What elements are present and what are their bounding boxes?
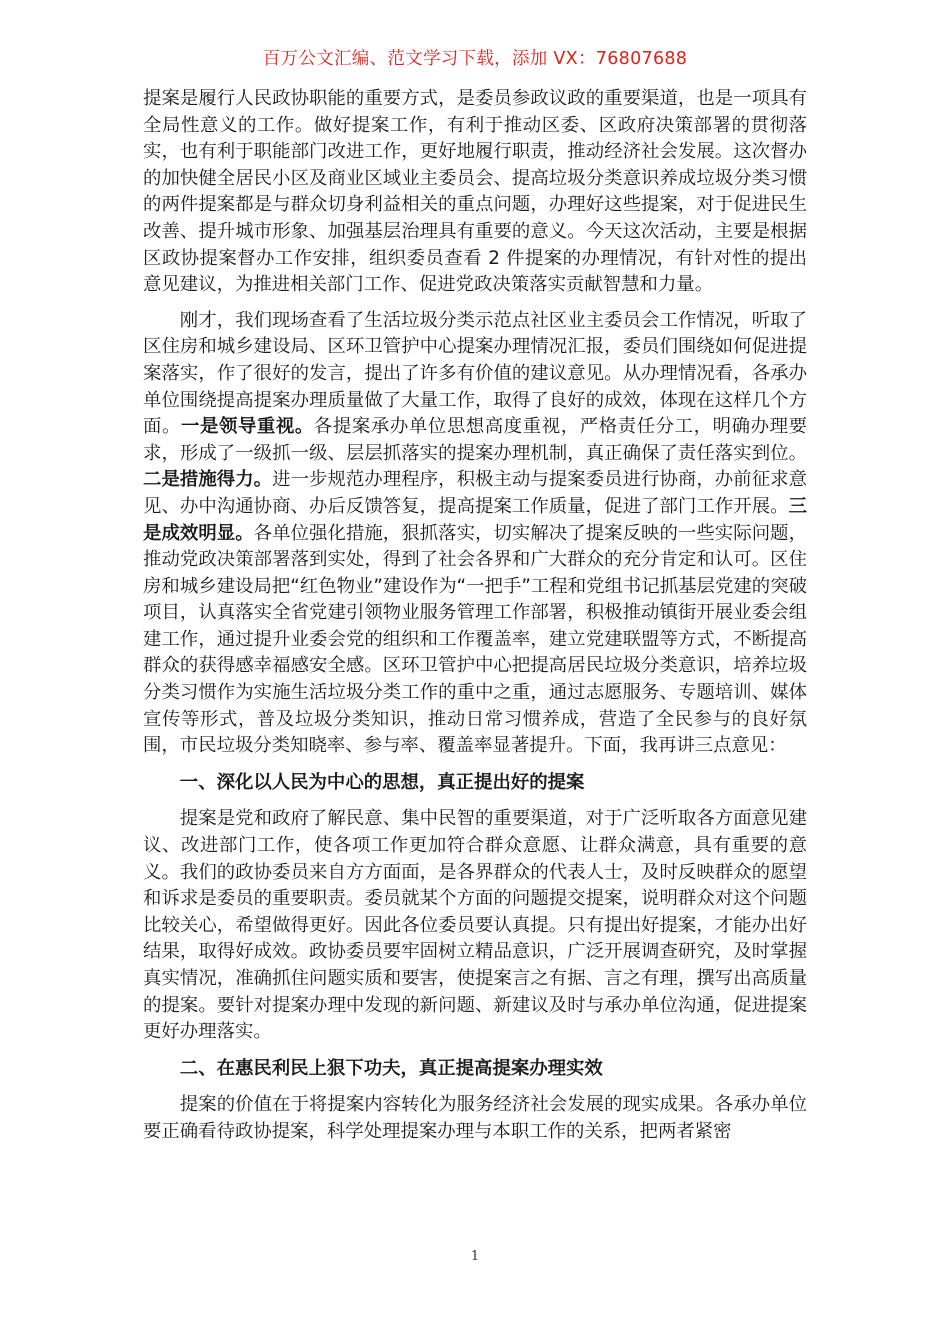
section-heading-1: 一、深化以人民为中心的思想，真正提出好的提案 — [179, 771, 585, 793]
paragraph-text: 各提案承办单位思想高度重视，严格责任分工，明确办理要求，形成了一级抓一级、层层抓落实的提案办理机制，真正确保了责任落实到位。 — [143, 416, 807, 464]
paragraph-section-1: 提案是党和政府了解民意、集中民智的重要渠道，对于广泛听取各方面意见建议、改进部门工作，使各项工作更加符合群众意愿、让群众满意，具有重要的意义。我们的政协委员来自方方面面，是各界群众的代表人士，及时反映群众的愿望和诉求是委员的重要职责。委员就某个方面的问题提交提案，说明群众对这个问题比较关心，希望做得更好。因此各位委员要认真提。只有提出好提案，才能办出好结果，取得好成效。政协委员要牢固树立精品意识，广泛开展调查研究，及时掌握真实情况，准确抓住问题实质和要害，使提案言之有据、言之有理，撰写出高质量的提案。要针对提案办理中发现的新问题、新建议及时与承办单位沟通，促进提案更好办理落实。 — [143, 808, 807, 1043]
paragraph-section-2: 提案的价值在于将提案内容转化为服务经济社会发展的现实成果。各承办单位要正确看待政协提案，科学处理提案办理与本职工作的关系，把两者紧密 — [143, 1094, 807, 1142]
document-body — [143, 86, 807, 1146]
paragraph-text: 各单位强化措施，狠抓落实，切实解决了提案反映的一些实际问题，推动党政决策部署落到实处，得到了社会各界和广大群众的充分肯定和认可。区住房和城乡建设局把“红色物业”建设作为“一把手”工程和党组书记抓基层党建的突破项目，认真落实全省党建引领物业服务管理工作部署，积极推动镇街开展业委会组建工作，通过提升业委会党的组织和工作覆盖率，建立党建联盟等方式，不断提高群众的获得感幸福感安全感。区环卫管护中心把提高居民垃圾分类意识，培养垃圾分类习惯作为实施生活垃圾分类工作的重中之重，通过志愿服务、专题培训、媒体宣传等形式，普及垃圾分类知识，推动日常习惯养成，营造了全民参与的良好氛围，市民垃圾分类知晓率、参与率、覆盖率显著提升。下面，我再讲三点意见： — [143, 522, 807, 757]
bold-point-1: 一是领导重视。 — [180, 416, 314, 438]
paragraph-intro: 提案是履行人民政协职能的重要方式，是委员参政议政的重要渠道，也是一项具有全局性意义的工作。做好提案工作，有利于推动区委、区政府决策部署的贯彻落实，也有利于职能部门改进工作，更好地履行职责，推动经济社会发展。这次督办的加快健全居民小区及商业区域业主委员会、提高垃圾分类意识养成垃圾分类习惯的两件提案都是与群众切身利益相关的重点问题，办理好这些提案，对于促进民生改善、提升城市形象、加强基层治理具有重要的意义。今天这次活动，主要是根据区政协提案督办工作安排，组织委员查看 2 件提案的办理情况，有针对性的提出意见建议，为推进相关部门工作、促进党政决策落实贡献智慧和力量。 — [143, 88, 807, 296]
watermark-header: 百万公文汇编、范文学习下载，添加 VX：76807688 — [262, 49, 688, 69]
paragraph-text: 刚才，我们现场查看了生活垃圾分类示范点社区业主委员会工作情况，听取了区住房和城乡建设局、区环卫管护中心提案办理情况汇报，委员们围绕如何促进提案落实，作了很好的发言，提出了许多有价值的建议意见。从办理情况看，各承办单位围绕提高提案办理质量做了大量工作，取得了良好的成效，体现在这样几个方面。 — [143, 309, 807, 438]
page-number: 1 — [470, 1249, 480, 1264]
paragraph-review — [143, 308, 807, 760]
paragraph-text: 进一步规范办理程序，积极主动与提案委员进行协商，办前征求意见、办中沟通协商、办后反馈答复，提高提案工作质量，促进了部门工作开展。 — [143, 469, 807, 517]
section-heading-2: 二、在惠民利民上狠下功夫，真正提高提案办理实效 — [179, 1057, 603, 1079]
bold-point-2: 二是措施得力。 — [143, 469, 273, 491]
bold-point-3: 三是成效明显。 — [143, 495, 807, 544]
